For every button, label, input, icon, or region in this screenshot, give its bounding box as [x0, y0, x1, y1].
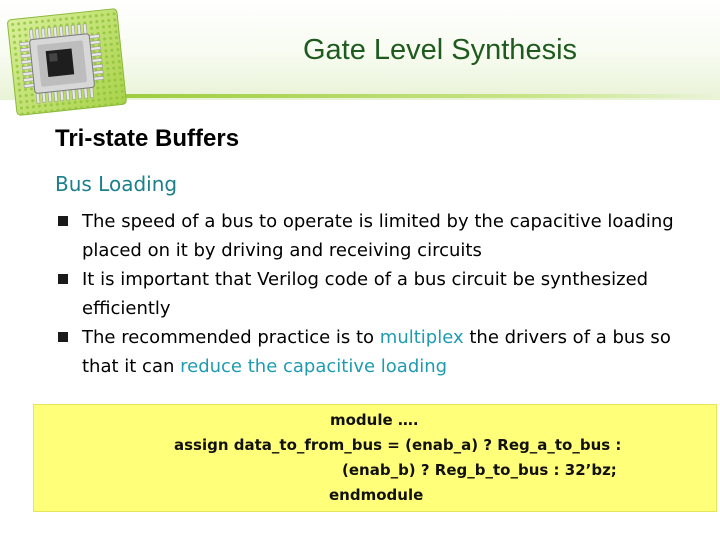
bullet-item	[58, 265, 678, 323]
highlight-multiplex: multiplex	[379, 327, 464, 348]
code-line-module: module ….	[330, 411, 419, 429]
section-heading: Tri-state Buffers	[55, 125, 240, 152]
header-divider	[110, 94, 720, 98]
square-bullet-icon	[58, 274, 68, 284]
code-line-continuation: (enab_b) ? Reg_b_to_bus : 32’bz;	[342, 461, 617, 479]
square-bullet-icon	[58, 332, 68, 342]
code-line-assign: assign data_to_from_bus = (enab_a) ? Reg_a_to_bus :	[174, 436, 622, 454]
square-bullet-icon	[58, 216, 68, 226]
bullet-item	[58, 207, 678, 265]
sub-heading: Bus Loading	[55, 172, 178, 196]
slide-title: Gate Level Synthesis	[302, 34, 578, 66]
code-block	[33, 404, 717, 512]
bullet-text: The recommended practice is to	[82, 327, 380, 348]
bullet-text: The speed of a bus to operate is limited by the capacitive loading placed on it by driving and receiving circuits	[82, 211, 674, 261]
bullet-text: It is important that Verilog code of a bus circuit be synthesized efficiently	[82, 269, 649, 319]
code-line-endmodule: endmodule	[329, 486, 424, 504]
highlight-reduce-loading: reduce the capacitive loading	[180, 356, 448, 377]
bullet-list	[58, 207, 678, 381]
microchip-logo-icon	[2, 4, 132, 122]
bullet-text: the drivers of a bus so that it can	[82, 327, 671, 377]
bullet-item	[58, 323, 678, 381]
